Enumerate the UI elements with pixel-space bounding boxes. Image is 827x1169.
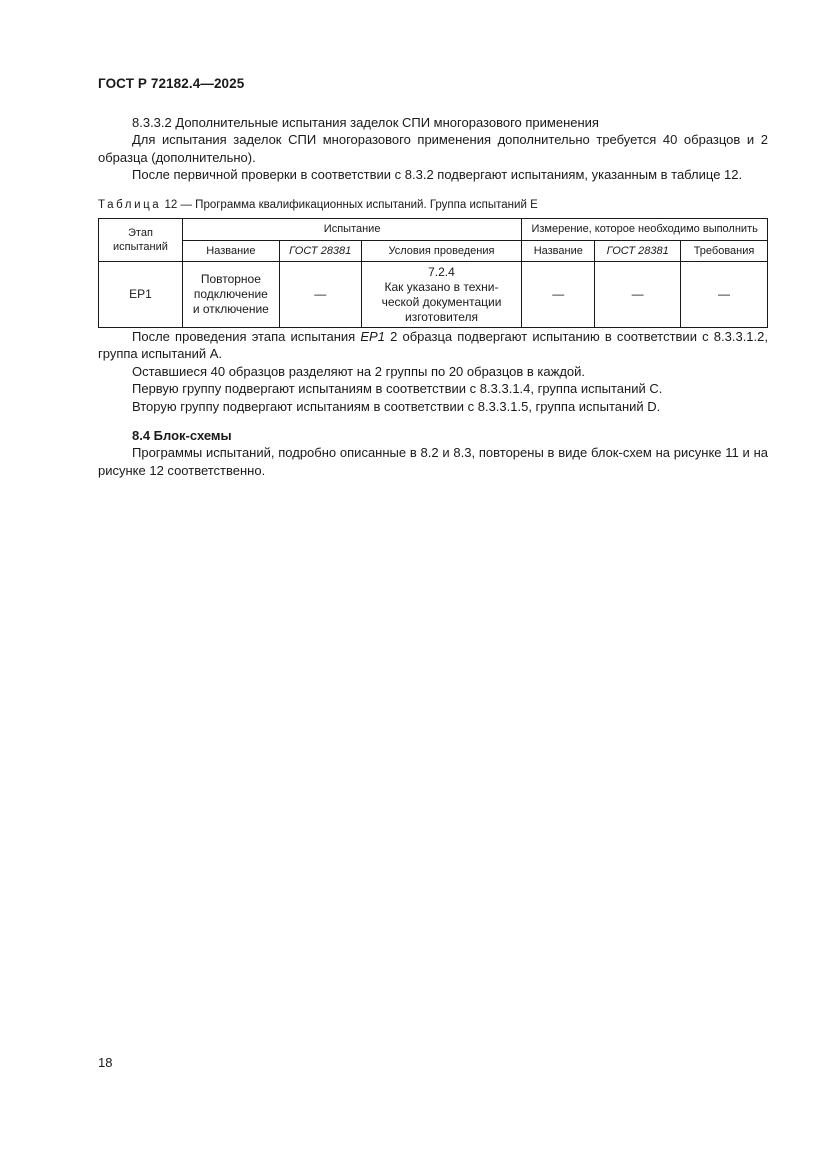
page-content [98,114,768,479]
cell-conditions-line: 7.2.4 [428,265,455,280]
cell-conditions-line: Как указано в техни- [384,280,499,295]
intro-paragraph-1: Для испытания заделок СПИ многоразового применения дополнительно требуется 40 образцов и 2 образца (дополнительно). [98,132,768,165]
after-paragraph-2: Оставшиеся 40 образцов разделяют на 2 группы по 20 образцов в каждой. [132,363,586,379]
document-header: ГОСТ Р 72182.4—2025 [98,76,245,91]
after-p1-end: 2 образца подвергают испытанию в соответствии с 8.3.3.1.2, группа испытаний А. [98,329,768,362]
after-paragraph-1 [98,328,768,363]
header-test-conditions: Условия проведения [361,241,522,262]
after-p1-start: После проведения этапа испытания [132,329,361,345]
header-measure-gost: ГОСТ 28381 [595,241,681,262]
after-paragraph-4: Вторую группу подвергают испытаниям в соответствии с 8.3.3.1.5, группа испытаний D. [132,398,661,414]
cell-test-name-line: подключение [193,287,268,302]
cell-test-conditions [361,262,522,328]
table-caption [98,197,768,214]
intro-paragraph-2: После первичной проверки в соответствии с 8.3.2 подвергают испытаниям, указанным в таблице 12. [132,167,743,183]
after-p1-stage: EP1 [360,329,385,345]
header-test-name: Название [182,241,279,262]
cell-conditions-line: изготовителя [404,310,478,325]
table-header-row-1 [99,219,768,241]
cell-measure-requirements: — [681,262,768,328]
test-program-table [98,218,768,328]
cell-test-name-line: и отключение [192,302,269,317]
section-title: 8.4 Блок-схемы [132,428,232,444]
table-caption-text: 12 — Программа квалификационных испытаний. Группа испытаний E [161,198,538,211]
table-caption-word: Таблица [98,198,162,211]
header-measure-requirements: Требования [681,241,768,262]
cell-measure-gost: — [595,262,681,328]
header-measure-name: Название [522,241,595,262]
cell-conditions-line: ческой документации [381,295,502,310]
after-paragraph-3: Первую группу подвергают испытаниям в соответствии с 8.3.3.1.4, группа испытаний С. [132,381,663,397]
cell-test-gost: — [279,262,361,328]
header-test-group: Испытание [182,219,521,241]
page-number: 18 [98,1055,113,1070]
header-measure-group: Измерение, которое необходимо выполнить [522,219,768,241]
subsection-heading: 8.3.3.2 Дополнительные испытания заделок СПИ многоразового применения [132,115,599,130]
cell-test-name-line: Повторное [200,272,261,287]
table-header-row-2 [99,241,768,262]
header-test-gost: ГОСТ 28381 [279,241,361,262]
cell-test-name [182,262,279,328]
table-row [99,262,768,328]
cell-measure-name: — [522,262,595,328]
section-body: Программы испытаний, подробно описанные в 8.2 и 8.3, повторены в виде блок-схем на рисунке 11 и на рисунке 12 соответственно. [98,445,768,478]
header-stage: Этап испытаний [99,219,183,262]
cell-stage: EP1 [99,262,183,328]
